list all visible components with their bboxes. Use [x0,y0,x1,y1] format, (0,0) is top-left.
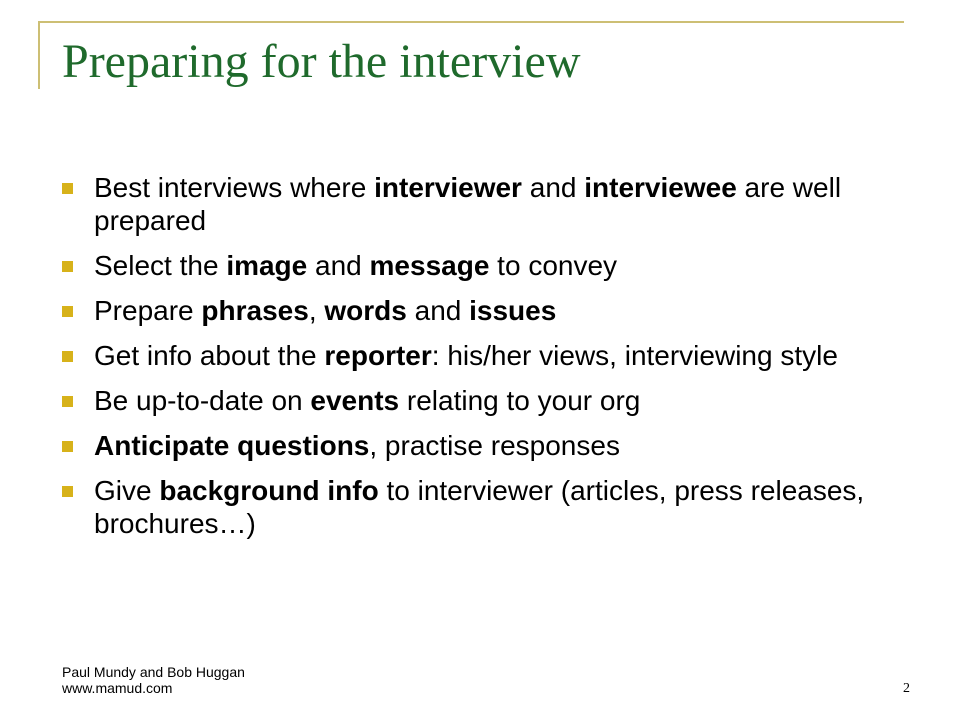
bullet-text [94,295,556,326]
frame-top-line [38,21,904,23]
bullet-text-run: , practise responses [369,430,620,461]
bullet-text-bold-run: image [226,250,308,281]
bullet-text-bold-run: phrases [201,295,309,326]
bullet-square-icon [62,183,73,194]
bullet-text [94,430,620,461]
bullet-text [94,340,838,371]
bullet-text-run: Prepare [94,295,202,326]
bullet-text-run: relating to your org [399,385,641,416]
bullet-text [94,475,864,539]
bullet-text [94,172,841,236]
bullet-item [62,384,902,417]
bullet-square-icon [62,306,73,317]
bullet-text-run: to interviewer (articles, press releases, brochures…) [94,475,865,539]
bullet-text-bold-run: issues [469,295,557,326]
bullet-text-run: , [308,295,325,326]
slide-title: Preparing for the interview [62,35,581,88]
bullet-item [62,474,902,540]
bullet-text-run: Best interviews where [94,172,375,203]
bullet-text-run: Select the [94,250,227,281]
footer-authors: Paul Mundy and Bob Huggan [62,664,245,680]
bullet-square-icon [62,441,73,452]
bullet-text-run: to convey [489,250,618,281]
bullet-item [62,294,902,327]
bullet-square-icon [62,351,73,362]
bullet-text-run: and [406,295,470,326]
bullet-text-run: Get info about the [94,340,325,371]
bullet-text-run: are well prepared [94,172,842,236]
bullet-text [94,250,617,281]
bullet-item [62,249,902,282]
bullet-text-bold-run: background info [159,475,379,506]
bullet-text-bold-run: words [324,295,407,326]
bullet-item [62,339,902,372]
bullet-text-bold-run: events [310,385,400,416]
bullet-square-icon [62,261,73,272]
bullet-text-bold-run: message [369,250,490,281]
bullet-text [94,385,640,416]
bullet-square-icon [62,486,73,497]
bullet-text-bold-run: interviewer [374,172,522,203]
bullet-square-icon [62,396,73,407]
bullet-text-run: Give [94,475,160,506]
bullet-text-run: and [521,172,585,203]
page-number: 2 [903,681,910,696]
bullet-text-run: : his/her views, interviewing style [431,340,838,371]
bullet-text-bold-run: reporter [324,340,432,371]
footer-website: www.mamud.com [62,680,173,696]
bullet-item [62,171,902,237]
bullet-text-run: Be up-to-date on [94,385,311,416]
bullet-text-run: and [307,250,370,281]
frame-left-line [38,21,40,89]
bullet-text-bold-run: interviewee [584,172,737,203]
bullet-item [62,429,902,462]
bullet-text-bold-run: Anticipate questions [94,430,370,461]
slide-footer [62,664,245,696]
bullet-list [62,171,902,552]
